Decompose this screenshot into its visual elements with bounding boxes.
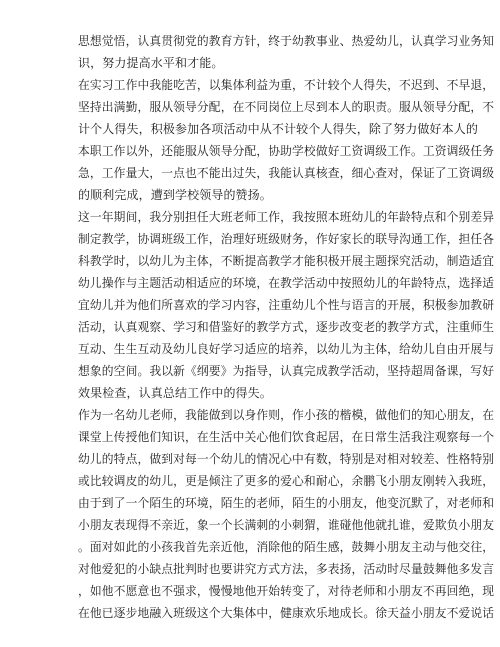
text-line-content: 计个人得失，积极参加各项活动中从不计较个人得失，除了努力做好本人的 [78,122,478,136]
text-line-content: 互动、生生互动及幼儿良好学习适应的培养，以幼儿为主体，给幼儿自由开展与 [78,342,495,356]
text-line-content: 本职工作以外，还能服从领导分配，协助学校做好工资调级工作。工资调级任务 [78,144,495,158]
text-line-content: 宜幼儿并为他们所喜欢的学习内容，注重幼儿个性与语言的开展，积极参加教研 [78,298,495,312]
text-line [0,140,500,162]
text-line [0,360,500,382]
text-line [0,536,500,558]
text-line [0,96,500,118]
text-line [0,448,500,470]
text-line-content: ，如他不愿意也不强求，慢慢地他开始转变了，对待老师和小朋友不再回绝，现 [78,584,495,598]
text-line-content: 幼儿的特点，做到对每一个幼儿的情况心中有数，特别是对相对较差、性格特别 [78,452,495,466]
text-line-content: 活动，认真观察、学习和借鉴好的教学方式，逐步改变老的教学方式，注重师生 [78,320,495,334]
text-line [0,118,500,140]
text-line [0,382,500,404]
text-line [0,404,500,426]
text-line [0,52,500,74]
text-line-content: 急，工作量大，一点也不能出过失，我能认真核查，细心查对，保证了工资调级 [78,166,495,180]
text-line [0,602,500,624]
text-line-content: 或比较调皮的幼儿，更是倾注了更多的爱心和耐心，余鹏飞小朋友刚转入我班， [78,474,495,488]
text-line [0,162,500,184]
text-line-content: 在实习工作中我能吃苦，以集体利益为重，不计较个人得失，不迟到、不早退， [78,78,495,92]
text-line [0,184,500,206]
text-line-content: 坚持出满勤，服从领导分配，在不同岗位上尽到本人的职责。服从领导分配，不 [78,100,495,114]
text-line [0,294,500,316]
text-line-content: 科教学时，以幼儿为主体，不断提高教学才能积极开展主题探究活动，制造适宜 [78,254,495,268]
text-line [0,426,500,448]
text-line [0,228,500,250]
text-line-content: 。面对如此的小孩我首先亲近他，消除他的陌生感，鼓舞小朋友主动与他交往， [78,540,495,554]
text-line-content: 课堂上传授他们知识，在生活中关心他们饮食起居，在日常生活我注观察每一个 [78,430,495,444]
text-line-content: 幼儿操作与主题活动相适应的环境，在教学活动中按照幼儿的年龄特点，选择适 [78,276,495,290]
text-line [0,514,500,536]
text-line-content: 识，努力提高水平和才能。 [78,56,224,70]
text-line [0,338,500,360]
text-line [0,250,500,272]
text-line [0,206,500,228]
text-line-content: 在他已逐步地融入班级这个大集体中，健康欢乐地成长。徐天益小朋友不爱说话 [78,606,495,620]
text-line-content: 思想觉悟，认真贯彻党的教育方针，终于幼教事业、热爱幼儿，认真学习业务知 [78,34,495,48]
text-line-content: 制定教学，协调班级工作，治理好班级财务，作好家长的联导沟通工作，担任各 [78,232,495,246]
text-line-content: 的顺利完成，遭到学校领导的赞扬。 [78,188,272,202]
text-line [0,492,500,514]
text-line-content: 想象的空间。我以新《纲要》为指导，认真完成教学活动，坚持超周备课，写好 [78,364,495,378]
text-line-content: 效果检查，认真总结工作中的得失。 [78,386,272,400]
text-line-content: 对他爱犯的小缺点批判时也要讲究方式方法，多表扬，活动时尽量鼓舞他多发言 [78,562,495,576]
text-line-content: 小朋友表现得不亲近，象一个长满刺的小刺猬，谁碰他他就扎谁，爱欺负小朋友 [78,518,495,532]
text-line [0,580,500,602]
text-line [0,30,500,52]
text-line [0,316,500,338]
text-line [0,558,500,580]
text-line-content: 由于到了一个陌生的环境，陌生的老师，陌生的小朋友，他变沉默了，对老师和 [78,496,495,510]
text-line [0,470,500,492]
text-line [0,272,500,294]
text-line-content: 这一年期间，我分别担任大班老师工作，我按照本班幼儿的年龄特点和个别差异 [78,210,495,224]
text-line [0,74,500,96]
text-line-content: 作为一名幼儿老师，我能做到以身作则，作小孩的楷模，做他们的知心朋友，在 [78,408,495,422]
